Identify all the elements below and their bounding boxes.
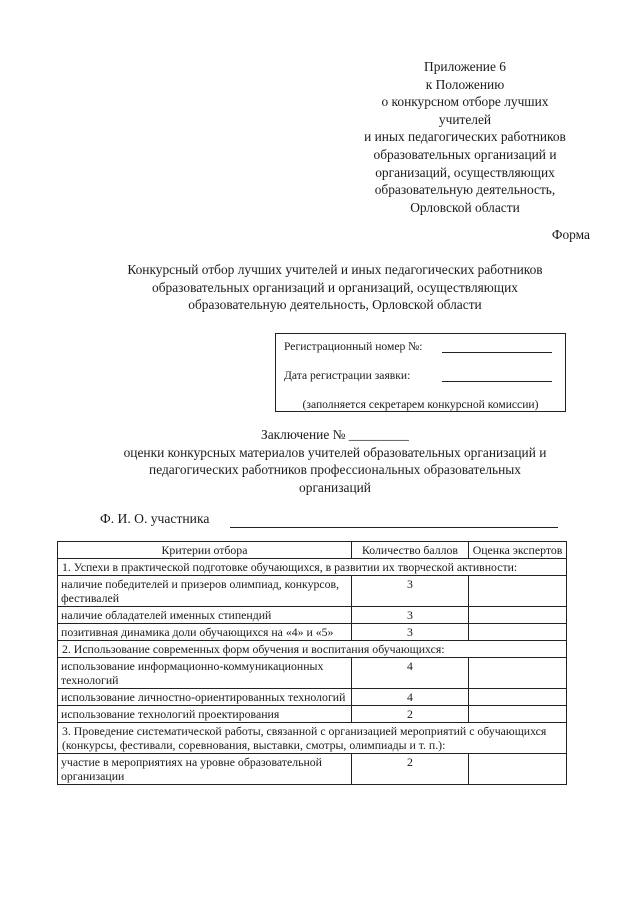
section-title: 2. Использование современных форм обучения и воспитания обучающихся: [58,641,567,658]
section-title: 1. Успехи в практической подготовке обучающихся, в развитии их творческой активности: [58,559,567,576]
appendix-line: образовательную деятельность, [374,182,556,198]
expert-score-cell[interactable] [469,576,567,607]
registration-date-label: Дата регистрации заявки: [284,369,411,382]
header-criteria: Критерии отбора [58,542,352,559]
section-row [58,559,567,576]
points-cell: 3 [352,624,469,641]
section-title: 3. Проведение систематической работы, связанной с организацией мероприятий с обучающихся (конкурсы, фестивали, соревнования, выставки, смотры, олимпиады и т. п.): [58,723,567,754]
points-cell: 4 [352,689,469,706]
table-row [58,689,567,706]
conclusion-line: педагогических работников профессиональных образовательных [149,462,521,477]
appendix-line: и иных педагогических работников [364,129,566,145]
table-row [58,607,567,624]
section-row [58,723,567,754]
table-row [58,624,567,641]
appendix-header [340,58,590,216]
competition-title-line: Конкурсный отбор лучших учителей и иных педагогических работников [127,262,543,277]
criterion-cell: наличие обладателей именных стипендий [58,607,352,624]
points-cell: 3 [352,607,469,624]
participant-name-field[interactable] [230,527,558,528]
competition-title-line: образовательных организаций и организаций, осуществляющих [152,279,518,295]
header-points: Количество баллов [352,542,469,559]
table-row [58,754,567,785]
appendix-line: организаций, осуществляющих [375,164,555,180]
criterion-cell: наличие победителей и призеров олимпиад, конкурсов, фестивалей [58,576,352,607]
competition-title-line: образовательную деятельность, Орловской области [188,297,482,312]
criteria-table [57,541,567,785]
conclusion-heading: Заключение № _________ [260,427,410,442]
points-cell: 3 [352,576,469,607]
expert-score-cell[interactable] [469,624,567,641]
expert-score-cell[interactable] [469,754,567,785]
points-cell: 2 [352,706,469,723]
criterion-cell: использование личностно-ориентированных технологий [58,689,352,706]
criterion-cell: участие в мероприятиях на уровне образовательной организации [58,754,352,785]
header-expert-score: Оценка экспертов [469,542,567,559]
participant-label: Ф. И. О. участника [100,511,210,526]
conclusion-line: оценки конкурсных материалов учителей образовательных организаций и [123,444,547,460]
competition-title [70,261,600,314]
conclusion-line: организаций [299,479,371,495]
criterion-cell: использование технологий проектирования [58,706,352,723]
appendix-line: Орловской области [410,199,520,215]
appendix-line: учителей [438,111,492,127]
section-row [58,641,567,658]
registration-number-label: Регистрационный номер №: [284,340,423,353]
criterion-cell: использование информационно-коммуникационных технологий [58,658,352,689]
points-cell: 2 [352,754,469,785]
appendix-line: Приложение 6 [424,59,506,74]
table-row [58,576,567,607]
conclusion-block [80,426,590,496]
expert-score-cell[interactable] [469,706,567,723]
appendix-line: к Положению [425,76,505,92]
expert-score-cell[interactable] [469,607,567,624]
registration-note: (заполняется секретарем конкурсной комиссии) [302,398,539,411]
table-header-row [58,542,567,559]
registration-date-field[interactable] [442,381,552,382]
registration-number-field[interactable] [442,352,552,353]
appendix-line: образовательных организаций и [373,146,557,162]
form-label: Форма [551,227,590,242]
expert-score-cell[interactable] [469,658,567,689]
table-row [58,658,567,689]
table-row [58,706,567,723]
appendix-line: о конкурсном отборе лучших [381,94,549,110]
points-cell: 4 [352,658,469,689]
registration-box [275,333,566,412]
criterion-cell: позитивная динамика доли обучающихся на «4» и «5» [58,624,352,641]
expert-score-cell[interactable] [469,689,567,706]
